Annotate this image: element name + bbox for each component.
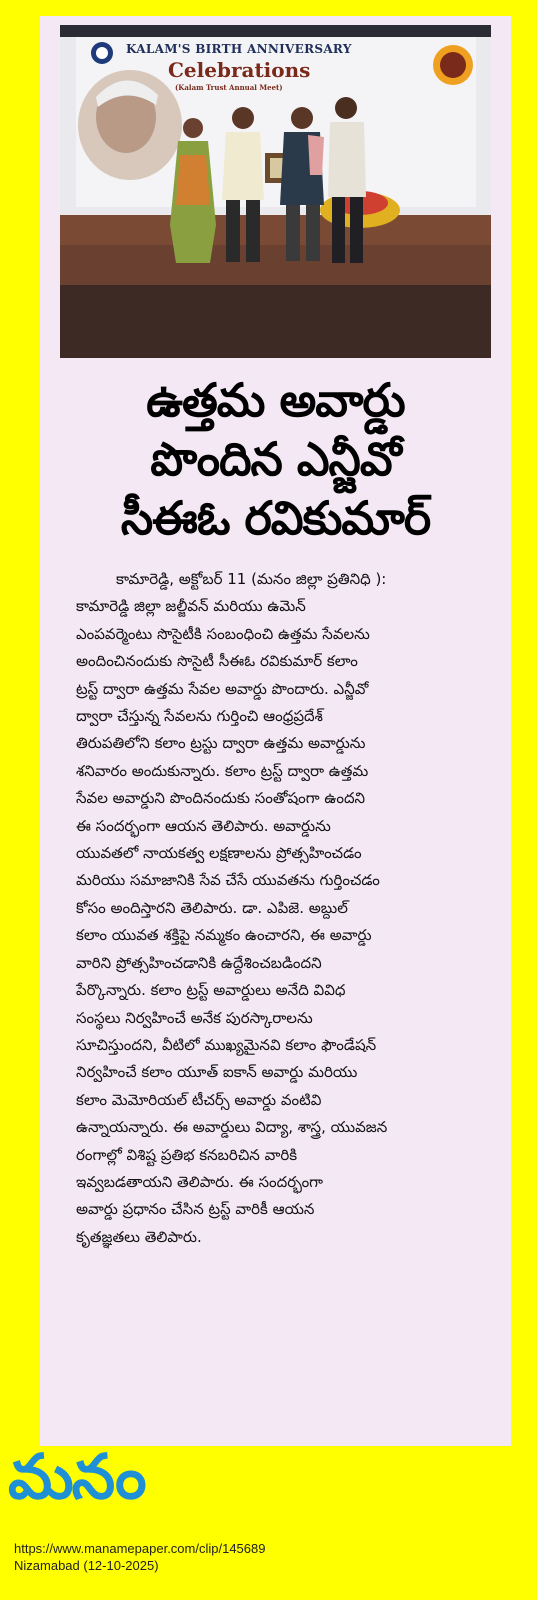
body-line: కలాం మెమోరియల్ టీచర్స్ అవార్డు వంటివి xyxy=(76,1090,322,1109)
article-body xyxy=(76,566,496,1251)
body-line: ట్రస్ట్ ద్వారా ఉత్తమ సేవల అవార్డు పొందారు. ఎన్జీవో xyxy=(76,679,369,698)
edition-date: Nizamabad (12-10-2025) xyxy=(14,1558,159,1573)
body-line: అవార్డు ప్రధానం చేసిన ట్రస్ట్ వారికీ ఆయన xyxy=(76,1200,315,1219)
headline-line: పొందిన ఎన్జీవో xyxy=(150,432,401,486)
news-clipping xyxy=(40,16,511,1446)
newspaper-logo: మనం xyxy=(8,1440,145,1513)
body-line: కోసం అందిస్తారని తెలిపారు. డా. ఎపిజె. అబ్దుల్ xyxy=(76,898,348,917)
headline-line: సీఈఓ రవికుమార్ xyxy=(120,491,431,545)
body-line: మరియు సమాజానికి సేవ చేసే యువతను గుర్తించడం xyxy=(76,871,380,890)
dateline: కామారెడ్డి, అక్టోబర్ 11 (మనం జిల్లా ప్రతినిధి ): xyxy=(116,570,387,588)
body-line: వారిని ప్రోత్సహించడానికి ఉద్దేశించబడిందని xyxy=(76,953,322,972)
headline-line: ఉత్తమ అవార్డు xyxy=(146,373,405,427)
body-line: రంగాల్లో విశిష్ట ప్రతిభ కనబరిచిన వారికి xyxy=(76,1145,298,1164)
clip-url-link[interactable]: https://www.manamepaper.com/clip/145689 xyxy=(14,1541,266,1556)
body-line: ఈ సందర్భంగా ఆయన తెలిపారు. అవార్డును xyxy=(76,816,331,835)
body-line: పేర్కొన్నారు. కలాం ట్రస్ట్ అవార్డులు అనేది వివిధ xyxy=(76,981,346,1000)
body-line: నిర్వహించే కలాం యూత్ ఐకాన్ అవార్డు మరియు xyxy=(76,1063,358,1082)
body-line: సూచిస్తుందని, వీటిలో ముఖ్యమైనవి కలాం ఫౌండేషన్ xyxy=(76,1035,377,1054)
body-line: అందించినందుకు సొసైటీ సీఈఓ రవికుమార్ కలాం xyxy=(76,652,358,671)
body-line: కామారెడ్డి జిల్లా జల్జీవన్ మరియు ఉమెన్ xyxy=(76,597,306,616)
body-line: ద్వారా చేస్తున్న సేవలను గుర్తించి ఆంధ్రప్రదేశ్ xyxy=(76,707,323,726)
body-line: ఎంపవర్మెంటు సొసైటీకి సంబంధించి ఉత్తమ సేవలను xyxy=(76,624,370,643)
body-line: కృతజ్ఞతలు తెలిపారు. xyxy=(76,1227,202,1246)
article-headline xyxy=(40,371,511,548)
body-line: ఇవ్వబడతాయని తెలిపారు. ఈ సందర్భంగా xyxy=(76,1172,323,1191)
body-line: సంస్థలు నిర్వహించే అనేక పురస్కారాలను xyxy=(76,1008,313,1027)
backdrop-line: (Kalam Trust Annual Meet) xyxy=(175,83,283,92)
backdrop-subtitle: Celebrations xyxy=(168,58,311,82)
body-line: యువతలో నాయకత్వ లక్షణాలను ప్రోత్సహించడం xyxy=(76,844,362,863)
body-line: తిరుపతిలోని కలాం ట్రస్టు ద్వారా ఉత్తమ అవార్డును xyxy=(76,734,366,753)
body-line: కలాం యువత శక్తిపై నమ్మకం ఉంచారని, ఈ అవార్డు xyxy=(76,926,372,945)
body-line: శనివారం అందుకున్నారు. కలాం ట్రస్ట్ ద్వారా ఉత్తమ xyxy=(76,761,369,780)
body-line: ఉన్నాయన్నారు. ఈ అవార్డులు విద్యా, శాస్త్ర, యువజన xyxy=(76,1118,388,1137)
event-photo xyxy=(60,25,491,358)
body-line: సేవల అవార్డుని పొందినందుకు సంతోషంగా ఉందని xyxy=(76,789,366,808)
backdrop-title: KALAM'S BIRTH ANNIVERSARY xyxy=(126,42,352,56)
